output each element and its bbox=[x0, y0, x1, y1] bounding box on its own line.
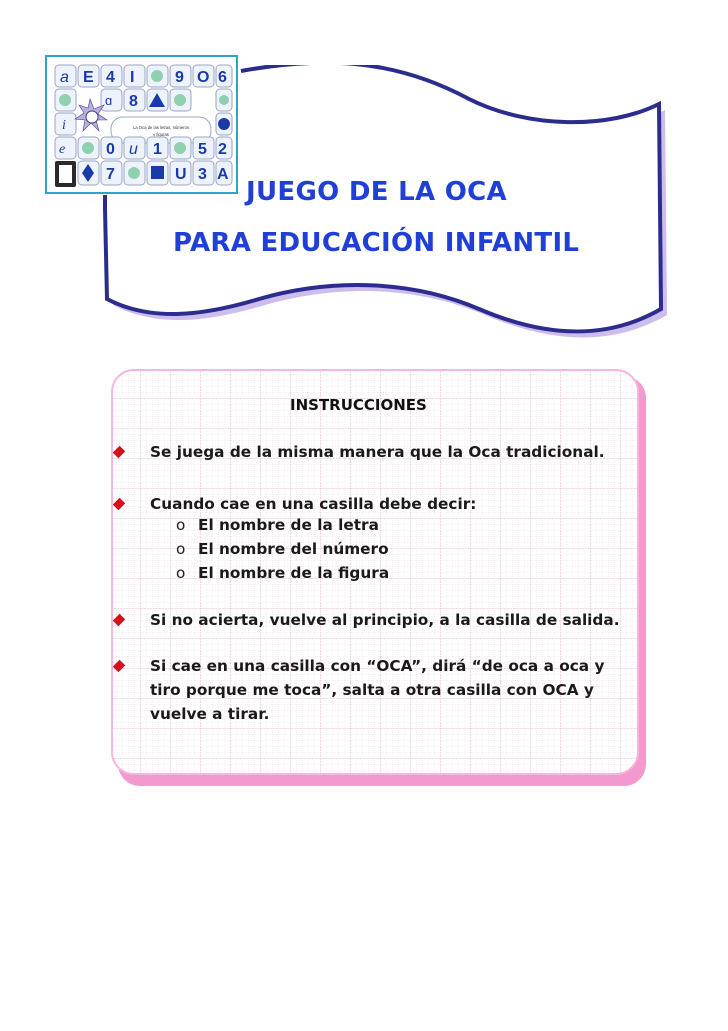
rule-2-item bbox=[176, 516, 379, 534]
instructions-content bbox=[110, 368, 640, 778]
board-cell-letter: a bbox=[60, 69, 69, 86]
rule-1-text: Se juega de la misma manera que la Oca tradicional. bbox=[150, 443, 605, 461]
board-cell-number: 6 bbox=[218, 69, 227, 86]
board-cell-number: 5 bbox=[198, 141, 207, 158]
board-caption: La Oca de las letras, números bbox=[133, 125, 189, 130]
rule-4-line: Si cae en una casilla con “OCA”, dirá “de oca a oca y bbox=[150, 657, 605, 675]
board-cell-letter: E bbox=[83, 69, 94, 86]
rule-2 bbox=[150, 492, 476, 516]
rule-2-item bbox=[176, 564, 389, 582]
rule-2-text: Cuando cae en una casilla debe decir: bbox=[150, 495, 477, 513]
rule-1 bbox=[150, 440, 605, 464]
board-cell-number: 3 bbox=[198, 166, 207, 183]
circle-bullet-icon: o bbox=[176, 516, 186, 534]
board-illustration bbox=[47, 57, 236, 192]
red-diamond-bullet-icon bbox=[113, 446, 125, 458]
board-cell-letter: U bbox=[175, 166, 187, 183]
board-cell-letter: A bbox=[217, 166, 229, 183]
circle-bullet-icon: o bbox=[176, 540, 186, 558]
board-thumbnail bbox=[45, 55, 238, 194]
svg-text:ɑ: ɑ bbox=[105, 93, 113, 108]
rule-2-item bbox=[176, 540, 389, 558]
red-diamond-bullet-icon bbox=[113, 614, 125, 626]
rule-3-text: Si no acierta, vuelve al principio, a la casilla de salida. bbox=[150, 611, 620, 629]
board-cell-number: 1 bbox=[153, 141, 162, 158]
board-cell-letter: u bbox=[129, 141, 138, 158]
board-cell-number: 9 bbox=[175, 69, 184, 86]
rule-4 bbox=[150, 654, 604, 726]
rule-2-item-text: El nombre del número bbox=[198, 540, 389, 558]
board-cell-number: 2 bbox=[218, 141, 227, 158]
rule-2-item-text: El nombre de la figura bbox=[198, 564, 390, 582]
rule-4-line: tiro porque me toca”, salta a otra casilla con OCA y bbox=[150, 681, 594, 699]
board-cell-letter: O bbox=[197, 69, 210, 86]
page-title-line-1: JUEGO DE LA OCA bbox=[246, 177, 507, 207]
rule-3 bbox=[150, 608, 620, 632]
board-cell-number: 0 bbox=[106, 141, 115, 158]
board-cell-number: 7 bbox=[106, 166, 115, 183]
svg-text:i: i bbox=[62, 118, 66, 133]
circle-bullet-icon: o bbox=[176, 564, 186, 582]
page-title-line-2: PARA EDUCACIÓN INFANTIL bbox=[173, 228, 580, 258]
board-cell-letter: I bbox=[130, 69, 135, 86]
red-diamond-bullet-icon bbox=[113, 660, 125, 672]
red-diamond-bullet-icon bbox=[113, 498, 125, 510]
svg-text:y figuras: y figuras bbox=[153, 132, 169, 137]
instructions-heading: INSTRUCCIONES bbox=[290, 396, 427, 414]
svg-text:e: e bbox=[59, 142, 66, 157]
rule-4-line: vuelve a tirar. bbox=[150, 705, 270, 723]
board-cell-number: 8 bbox=[129, 93, 138, 110]
board-cell-number: 4 bbox=[106, 69, 115, 86]
rule-2-item-text: El nombre de la letra bbox=[198, 516, 379, 534]
